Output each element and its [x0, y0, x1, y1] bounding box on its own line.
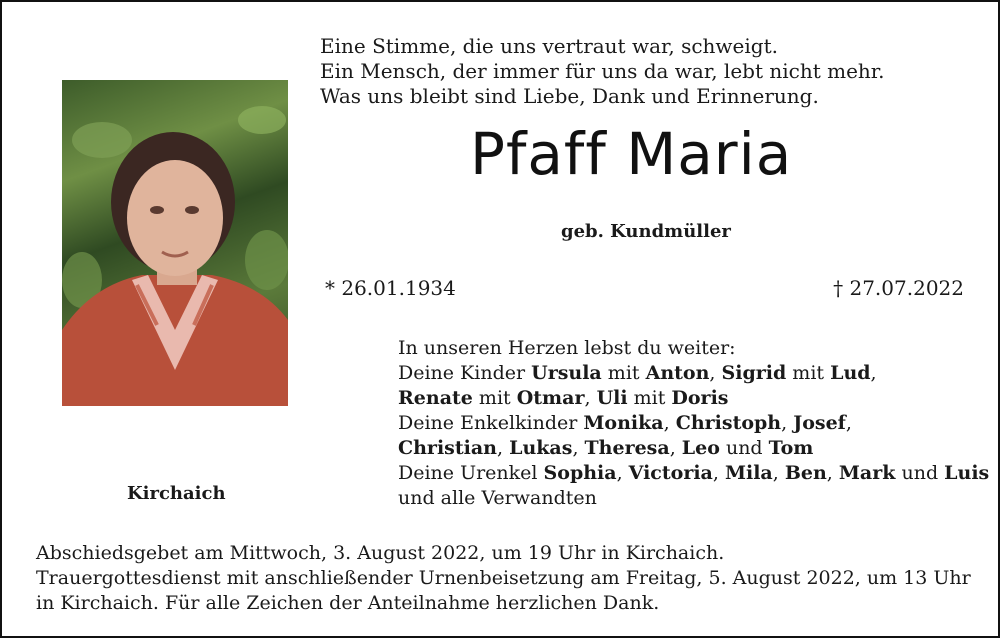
verse-line: Ein Mensch, der immer für uns da war, lebt nicht mehr.	[320, 59, 885, 83]
verse-line: Eine Stimme, die uns vertraut war, schweigt.	[320, 34, 778, 58]
portrait-illustration	[62, 80, 288, 406]
family-line-enkel-2: Christian, Lukas, Theresa, Leo und Tom	[398, 437, 814, 459]
family-line-enkel-1: Deine Enkelkinder Monika, Christoph, Josef,	[398, 412, 852, 434]
family-list	[398, 336, 989, 511]
memorial-verse	[320, 34, 885, 109]
residence-place: Kirchaich	[127, 483, 226, 504]
portrait-photo	[62, 80, 288, 406]
deceased-name: Pfaff Maria	[470, 120, 793, 188]
family-line-kinder-1: Deine Kinder Ursula mit Anton, Sigrid mit Lud,	[398, 362, 877, 384]
birth-name: geb. Kundmüller	[561, 221, 731, 242]
family-intro: In unseren Herzen lebst du weiter:	[398, 337, 736, 359]
family-line-kinder-2: Renate mit Otmar, Uli mit Doris	[398, 387, 729, 409]
notice-line: Abschiedsgebet am Mittwoch, 3. August 2022, um 19 Uhr in Kirchaich.	[36, 542, 725, 564]
service-notice	[36, 541, 971, 616]
verse-line: Was uns bleibt sind Liebe, Dank und Erinnerung.	[320, 84, 819, 108]
death-date: † 27.07.2022	[833, 276, 964, 300]
family-closing: und alle Verwandten	[398, 487, 597, 509]
notice-line: Trauergottesdienst mit anschließender Urnenbeisetzung am Freitag, 5. August 2022, um 13 Uhr	[36, 567, 971, 589]
notice-line: in Kirchaich. Für alle Zeichen der Anteilnahme herzlichen Dank.	[36, 592, 660, 614]
family-line-urenkel: Deine Urenkel Sophia, Victoria, Mila, Ben, Mark und Luis	[398, 462, 990, 484]
birth-date: * 26.01.1934	[325, 276, 456, 300]
